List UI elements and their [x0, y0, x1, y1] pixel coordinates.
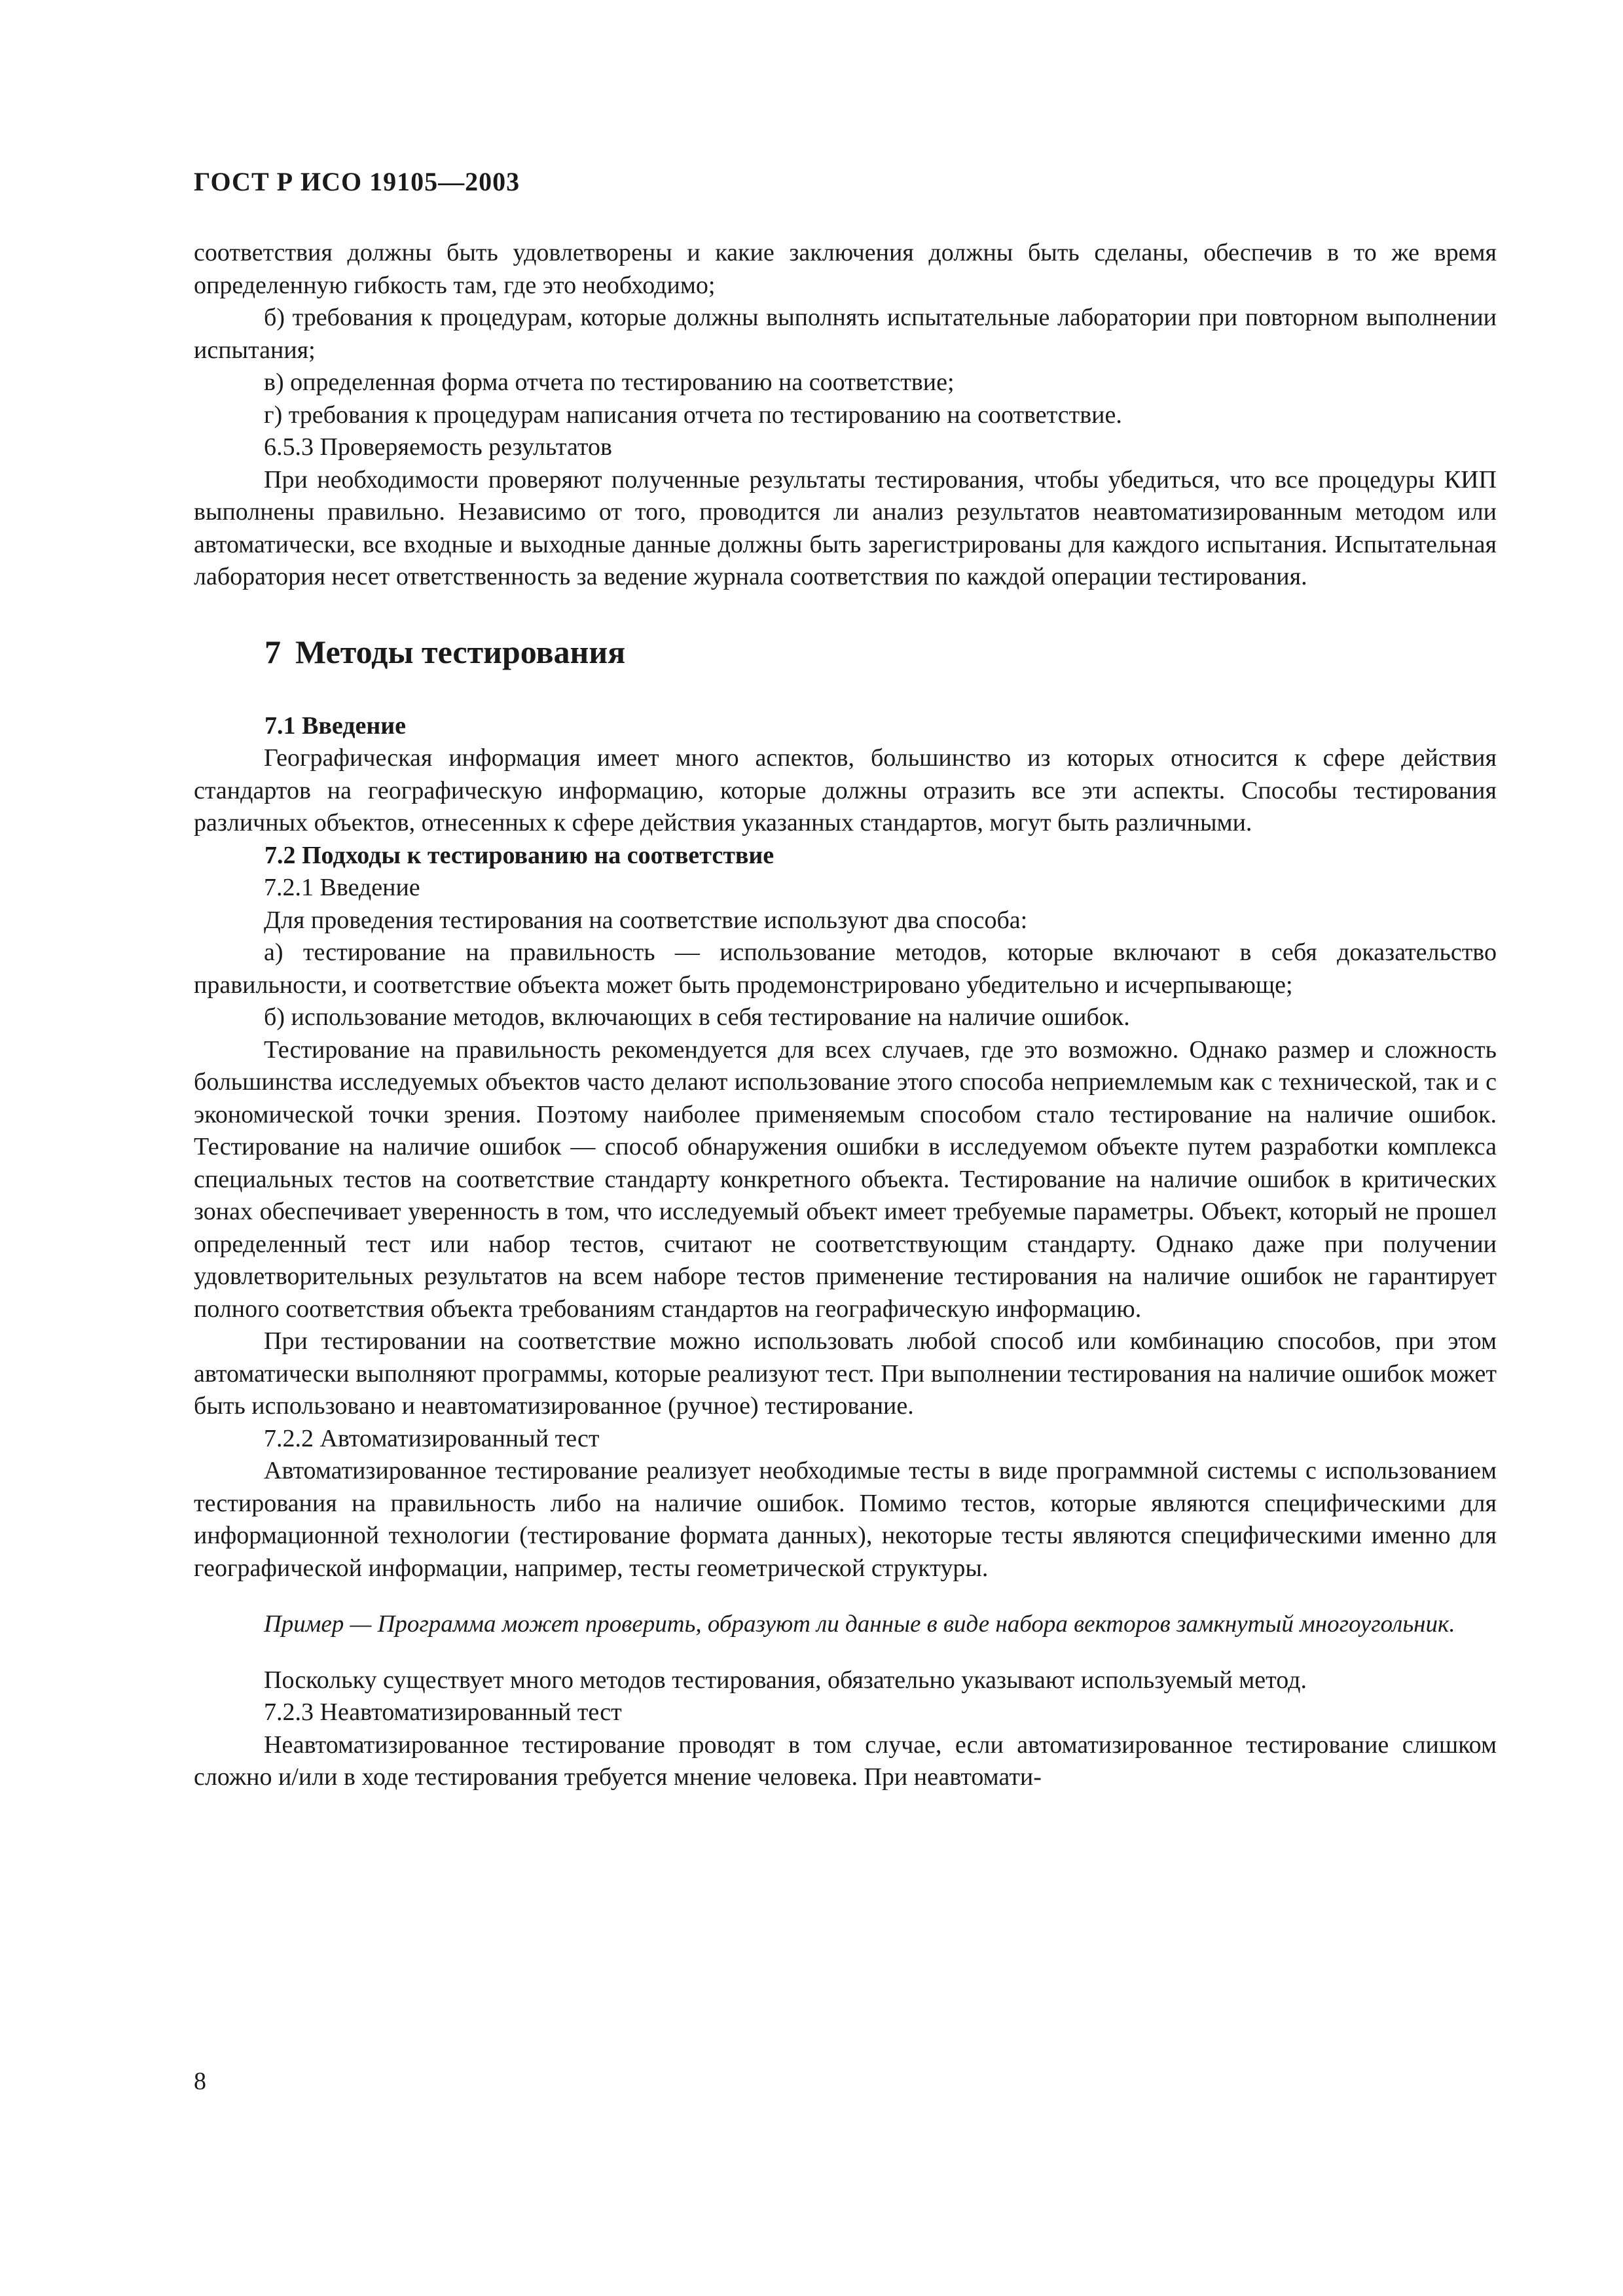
page-content	[194, 237, 1497, 1794]
list-item: б) требования к процедурам, которые должны выполнять испытательные лаборатории при повторном выполнении испытания;	[194, 304, 1497, 364]
example-note: Пример — Программа может проверить, образуют ли данные в виде набора векторов замкнутый многоугольник.	[264, 1611, 1455, 1638]
section-title: Методы тестирования	[295, 633, 626, 670]
page-number: 8	[194, 2068, 206, 2095]
list-item: б) использование методов, включающих в себя тестирование на наличие ошибок.	[264, 1003, 1130, 1031]
subsection-heading: 7.2.1 Введение	[264, 874, 420, 901]
subsection-heading: 7.2.3 Неавтоматизированный тест	[264, 1698, 622, 1726]
paragraph: Автоматизированное тестирование реализует необходимые тесты в виде программной системы с использованием тестирования на правильность либо на наличие ошибок. Помимо тестов, которые являются специфическими для информационной технологии (тестирование формата данных), некоторые тесты являются специфическими именно для географической информации, например, тесты геометрической структуры.	[194, 1457, 1497, 1582]
subsection-heading: 7.2 Подходы к тестированию на соответствие	[264, 841, 775, 869]
paragraph: Неавтоматизированное тестирование проводят в том случае, если автоматизированное тестирование слишком сложно и/или в ходе тестирования требуется мнение человека. При неавтомати-	[194, 1731, 1497, 1791]
list-item: а) тестирование на правильность — использование методов, которые включают в себя доказательство правильности, и соответствие объекта может быть продемонстрировано убедительно и исчерпывающе;	[194, 939, 1497, 999]
subsection-heading: 6.5.3 Проверяемость результатов	[264, 433, 612, 461]
paragraph: Поскольку существует много методов тестирования, обязательно указывают используемый метод.	[264, 1666, 1307, 1694]
paragraph: Географическая информация имеет много аспектов, большинство из которых относится к сфере действия стандартов на географическую информацию, которые должны отразить все эти аспекты. Способы тестирования различных объектов, отнесенных к сфере действия указанных стандартов, могут быть различными.	[194, 744, 1497, 836]
paragraph: При необходимости проверяют полученные результаты тестирования, чтобы убедиться, что все процедуры КИП выполнены правильно. Независимо от того, проводится ли анализ результатов неавтоматизированным методом или автоматически, все входные и выходные данные должны быть зарегистрированы для каждого испытания. Испытательная лаборатория несет ответственность за ведение журнала соответствия по каждой операции тестирования.	[194, 465, 1497, 590]
paragraph: Для проведения тестирования на соответствие используют два способа:	[264, 906, 1028, 934]
section-heading	[264, 629, 1497, 675]
section-number: 7	[264, 633, 281, 670]
paragraph: Тестирование на правильность рекомендуется для всех случаев, где это возможно. Однако размер и сложность большинства исследуемых объектов часто делают использование этого способа неприемлемым как с технической, так и с экономической точки зрения. Поэтому наиболее применяемым способом стало тестирование на наличие ошибок. Тестирование на наличие ошибок — способ обнаружения ошибки в исследуемом объекте путем разработки комплекса специальных тестов на соответствие стандарту конкретного объекта. Тестирование на наличие ошибок в критических зонах обеспечивает уверенность в том, что исследуемый объект имеет требуемые параметры. Объект, который не прошел определенный тест или набор тестов, считают не соответствующим стандарту. Однако даже при получении удовлетворительных результатов на всем наборе тестов применение тестирования на наличие ошибок не гарантирует полного соответствия объекта требованиям стандартов на географическую информацию.	[194, 1035, 1497, 1323]
paragraph: соответствия должны быть удовлетворены и какие заключения должны быть сделаны, обеспечив в то же время определенную гибкость там, где это необходимо;	[194, 239, 1497, 299]
list-item: в) определенная форма отчета по тестированию на соответствие;	[264, 368, 955, 396]
subsection-heading: 7.2.2 Автоматизированный тест	[264, 1424, 600, 1452]
paragraph: При тестировании на соответствие можно использовать любой способ или комбинацию способов, при этом автоматически выполняют программы, которые реализуют тест. При выполнении тестирования на наличие ошибок может быть использовано и неавтоматизированное (ручное) тестирование.	[194, 1327, 1497, 1420]
list-item: г) требования к процедурам написания отчета по тестированию на соответствие.	[264, 401, 1122, 429]
standard-header: ГОСТ Р ИСО 19105—2003	[194, 167, 520, 196]
subsection-heading: 7.1 Введение	[264, 711, 406, 740]
